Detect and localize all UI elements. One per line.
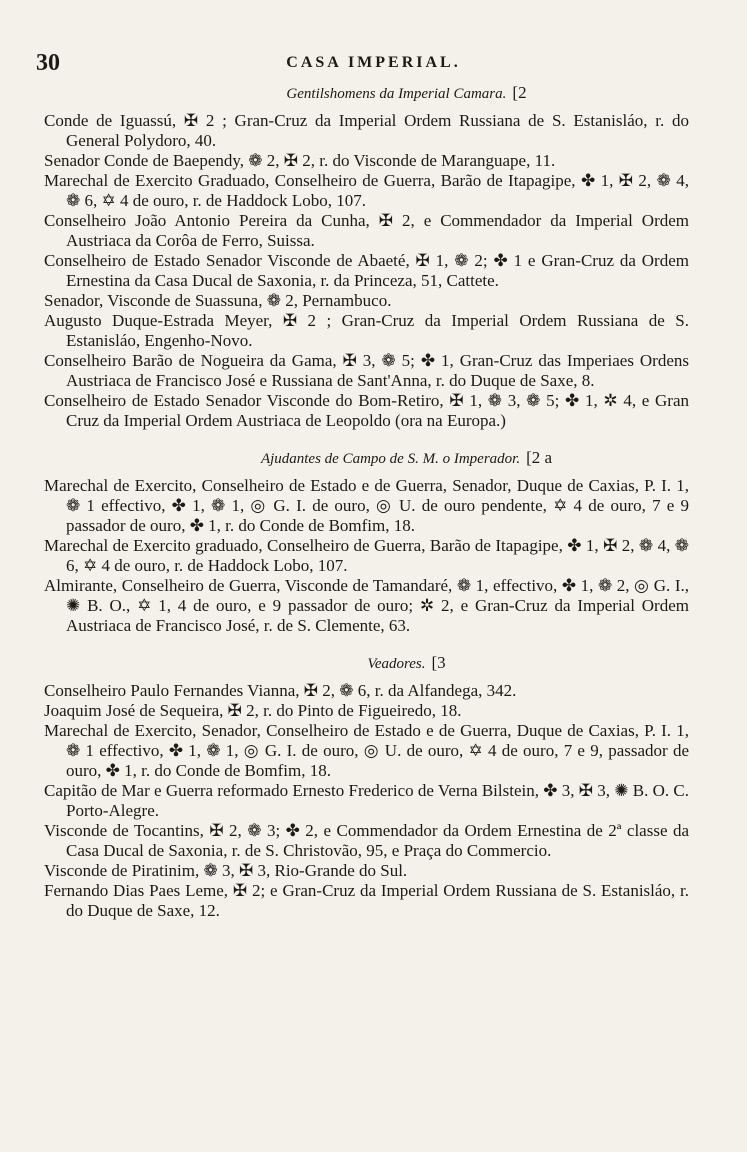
section-gentilshomens xyxy=(44,82,689,431)
entry: Marechal de Exercito, Senador, Conselheiro de Estado e de Guerra, Duque de Caxias, P. I. 1, ❁ 1 effectivo, ✤ 1, ❁ 1, ◎ G. I. de ouro, ◎ U. de ouro, ✡ 4 de ouro, 7 e 9, passador de ouro, ✤ 1, r. do Conde de Bomfim, 18. xyxy=(44,721,689,780)
entry: Marechal de Exercito Graduado, Conselheiro de Guerra, Barão de Itapagipe, ✤ 1, ✠ 2, ❁ 4, ❁ 6, ✡ 4 de ouro, r. de Haddock Lobo, 107. xyxy=(44,171,689,210)
page-header xyxy=(36,50,711,76)
section-bracket: [2 a xyxy=(526,448,553,467)
entry: Augusto Duque-Estrada Meyer, ✠ 2 ; Gran-Cruz da Imperial Ordem Russiana de S. Estanisláo, Engenho-Novo. xyxy=(44,311,689,350)
entry: Senador, Visconde de Suassuna, ❁ 2, Pernambuco. xyxy=(44,291,392,310)
entry: Senador Conde de Baependy, ❁ 2, ✠ 2, r. do Visconde de Maranguape, 11. xyxy=(44,151,556,170)
entry: Conselheiro Barão de Nogueira da Gama, ✠ 3, ❁ 5; ✤ 1, Gran-Cruz das Imperiaes Ordens Austriaca de Francisco José e Russiana de Sant'Anna, r. do Duque de Saxe, 8. xyxy=(44,351,689,390)
section-heading xyxy=(44,652,689,675)
section-ajudantes xyxy=(44,447,689,636)
running-title: CASA IMPERIAL. xyxy=(286,54,461,71)
section-heading xyxy=(44,447,689,470)
page-content xyxy=(44,82,689,937)
section-title: Veadores. xyxy=(367,656,426,672)
section-bracket: [3 xyxy=(431,653,446,672)
entry: Capitão de Mar e Guerra reformado Ernesto Frederico de Verna Bilstein, ✤ 3, ✠ 3, ✺ B. O. C. Porto-Alegre. xyxy=(44,781,689,820)
section-title: Gentilshomens da Imperial Camara. xyxy=(286,86,507,102)
section-bracket: [2 xyxy=(512,83,527,102)
entry: Conselheiro Paulo Fernandes Vianna, ✠ 2, ❁ 6, r. da Alfandega, 342. xyxy=(44,681,517,700)
page-number: 30 xyxy=(36,50,60,76)
section-title: Ajudantes de Campo de S. M. o Imperador. xyxy=(260,451,521,467)
entry: Visconde de Piratinim, ❁ 3, ✠ 3, Rio-Grande do Sul. xyxy=(44,861,408,880)
entry: Conselheiro de Estado Senador Visconde do Bom-Retiro, ✠ 1, ❁ 3, ❁ 5; ✤ 1, ✲ 4, e Gran Cruz da Imperial Ordem Austriaca de Leopoldo (ora na Europa.) xyxy=(44,391,689,430)
entry: Almirante, Conselheiro de Guerra, Visconde de Tamandaré, ❁ 1, effectivo, ✤ 1, ❁ 2, ◎ G. I., ✺ B. O., ✡ 1, 4 de ouro, e 9 passador de ouro; ✲ 2, e Gran-Cruz da Imperial Ordem Austriaca de Francisco José, r. de S. Clemente, 63. xyxy=(44,576,689,635)
section-heading xyxy=(44,82,689,105)
entry: Fernando Dias Paes Leme, ✠ 2; e Gran-Cruz da Imperial Ordem Russiana de S. Estanisláo, r. do Duque de Saxe, 12. xyxy=(44,881,689,920)
entry: Visconde de Tocantins, ✠ 2, ❁ 3; ✤ 2, e Commendador da Ordem Ernestina de 2ª classe da Casa Ducal de Saxonia, r. de S. Christovão, 95, e Praça do Commercio. xyxy=(44,821,689,860)
section-veadores xyxy=(44,652,689,921)
entry: Marechal de Exercito graduado, Conselheiro de Guerra, Barão de Itapagipe, ✤ 1, ✠ 2, ❁ 4, ❁ 6, ✡ 4 de ouro, r. de Haddock Lobo, 107. xyxy=(44,536,689,575)
entry: Joaquim José de Sequeira, ✠ 2, r. do Pinto de Figueiredo, 18. xyxy=(44,701,462,720)
entry: Conselheiro de Estado Senador Visconde de Abaeté, ✠ 1, ❁ 2; ✤ 1 e Gran-Cruz da Ordem Ernestina da Casa Ducal de Saxonia, r. da Princeza, 51, Cattete. xyxy=(44,251,689,290)
entry: Marechal de Exercito, Conselheiro de Estado e de Guerra, Senador, Duque de Caxias, P. I. 1, ❁ 1 effectivo, ✤ 1, ❁ 1, ◎ G. I. de ouro, ◎ U. de ouro pendente, ✡ 4 de ouro, 7 e 9 passador de ouro, ✤ 1, r. do Conde de Bomfim, 18. xyxy=(44,476,689,535)
entry: Conde de Iguassú, ✠ 2 ; Gran-Cruz da Imperial Ordem Russiana de S. Estanisláo, r. do General Polydoro, 40. xyxy=(44,111,689,150)
entry: Conselheiro João Antonio Pereira da Cunha, ✠ 2, e Commendador da Imperial Ordem Austriaca da Corôa de Ferro, Suissa. xyxy=(44,211,689,250)
